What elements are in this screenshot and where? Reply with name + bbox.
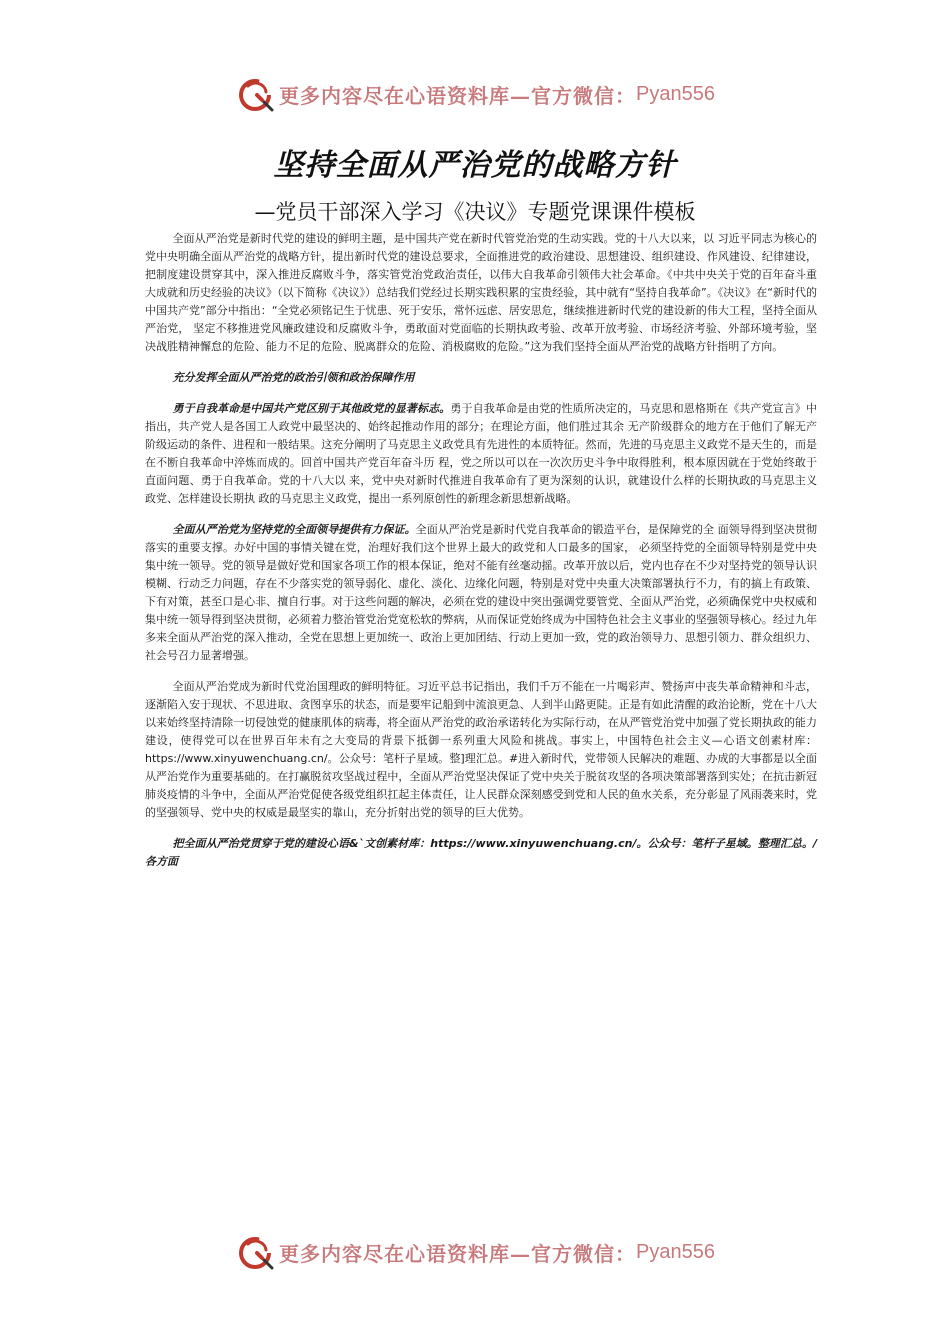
banner-contact: Pyan556: [636, 82, 715, 105]
banner-contact: Pyan556: [636, 1240, 715, 1263]
paragraph-self-revolution: [145, 400, 817, 508]
watermark-banner-bottom: [0, 1230, 950, 1274]
paragraph-leadership: [145, 521, 817, 665]
article-body: [145, 230, 817, 884]
brush-seal-icon: [235, 74, 275, 114]
paragraph-intro: 全面从严治党是新时代党的建设的鲜明主题，是中国共产党在新时代管党治党的生动实践。党的十八大以来，以 习近平同志为核心的党中央明确全面从严治党的战略方针，提出新时代党的建设总要求，全面推进党的政治建设、思想建设、组织建设、作风建设、纪律建设，把制度建设贯穿其中，深入推进反腐败斗争，落实管党治党政治责任，以伟大自我革命引领伟大社会革命。《中共中央关于党的百年奋斗重大成就和历史经验的决议》（以下简称《决议》）总结我们党经过长期实践积累的宝贵经验，其中就有“坚持自我革命”。《决议》在“新时代的中国共产党”部分中指出：“全党必须铭记生于忧患、死于安乐，常怀远虑、居安思危，继续推进新时代党的建设新的伟大工程，坚持全面从严治党， 坚定不移推进党风廉政建设和反腐败斗争，勇敢面对党面临的长期执政考验、改革开放考验、市场经济考验、外部环境考验，坚决战胜精神懈怠的危险、能力不足的危险、脱离群众的危险、消极腐败的危险。”这为我们坚持全面从严治党的战略方针指明了方向。: [145, 232, 817, 353]
paragraph-governance: 全面从严治党成为新时代党治国理政的鲜明特征。习近平总书记指出，我们千万不能在一片喝彩声、赞扬声中丧失革命精神和斗志，逐渐陷入安于现状、不思进取、贪图享乐的状态，而是要牢记船到中流浪更急、人到半山路更陡。正是有如此清醒的政治论断，党在十八大以来始终坚持清除一切侵蚀党的健康肌体的病毒，将全面从严治党的政治承诺转化为实际行动，在从严管党治党中加强了党长期执政的能力建设，使得党可以在世界百年未有之大变局的背景下抵御一系列重大风险和挑战。事实上，中国特色社会主义—心语文创素材库：https://www.xinyuwenchuang.cn/。公众号：笔杆子星域。整]理汇总。#进入新时代，党带领人民解决的难题、办成的大事都是以全面从严治党作为重要基础的。在打赢脱贫攻坚战过程中，全面从严治党坚决保证了党中央关于脱贫攻坚的各项决策部署落到实处；在抗击新冠肺炎疫情的斗争中，全面从严治党促使各级党组织扛起主体责任，让人民群众深刻感受到党和人民的鱼水关系，充分彰显了风雨袭来时，党的坚强领导、党中央的权威是最坚实的靠山，充分折射出党的领导的巨大优势。: [145, 680, 817, 819]
paragraph-text: 勇于自我革命是由党的性质所决定的，马克思和恩格斯在《共产党宣言》中指出，共产党人是各国工人政党中最坚决的、始终起推动作用的部分；在理论方面，他们胜过其余 无产阶级群众的地方在于他们了解无产阶级运动的条件、进程和一般结果。这充分阐明了马克思主义政党具有先进性的本质特征。然而，先进的马克思主义政党不是天生的，而是在不断自我革命中淬炼而成的。回首中国共产党百年奋斗历 程，党之所以可以在一次次历史斗争中取得胜利，根本原因就在于党始终敢于直面问题、勇于自我革命。党的十八大以 来，党中央对新时代推进自我革命有了更为深刻的认识，就建设什么样的长期执政的马克思主义政党、怎样建设长期执 政的马克思主义政党，提出一系列原创性的新理念新思想新战略。: [145, 402, 818, 505]
paragraph-text: 全面从严治党是新时代党自我革命的锻造平台，是保障党的全 面领导得到坚决贯彻落实的重要支撑。办好中国的事情关键在党，治理好我们这个世界上最大的政党和人口最多的国家， 必须坚持党的全面领导特别是党中央集中统一领导。党的领导是做好党和国家各项工作的根本保证，绝对不能有丝毫动摇。改革开放以后，党内也存在不少对坚持党的领导认识模糊、行动乏力问题，存在不少落实党的领导弱化、虚化、淡化、边缘化问题，特别是对党中央重大决策部署执行不力，有的搞上有政策、下有对策，甚至口是心非、擅自行事。对于这些问题的解决，必须在党的建设中突出强调党要管党、全面从严治党，必须确保党中央权威和集中统一领导得到坚决贯彻，必须着力整治管党治党宽松软的弊病，从而保证党始终成为中国特色社会主义事业的坚强领导核心。经过九年多来全面从严治党的深入推动，全党在思想上更加统一、政治上更加团结、行动上更加一致，党的政治领导力、思想引领力、群众组织力、社会号召力显著增强。: [145, 523, 817, 662]
paragraph-lead: 勇于自我革命是中国共产党区别于其他政党的显著标志。: [172, 402, 451, 415]
brush-seal-icon: [235, 1232, 275, 1272]
page-subtitle: —党员干部深入学习《决议》专题党课课件模板: [254, 200, 696, 224]
watermark-banner-top: [0, 72, 950, 116]
page-title: 坚持全面从严治党的战略方针: [273, 148, 677, 183]
paragraph-closing: 把全面从严治党贯穿于党的建设心语&`文创素材库：https://www.xinyuwenchuang.cn/。公众号：笔杆子星域。整理汇总。/各方面: [145, 837, 817, 868]
banner-text: 更多内容尽在心语资料库—官方微信：: [279, 83, 637, 108]
section-heading: 充分发挥全面从严治党的政治引领和政治保障作用: [172, 371, 415, 384]
paragraph-lead: 全面从严治党为坚持党的全面领导提供有力保证。: [172, 523, 416, 536]
banner-text: 更多内容尽在心语资料库—官方微信：: [279, 1241, 637, 1266]
